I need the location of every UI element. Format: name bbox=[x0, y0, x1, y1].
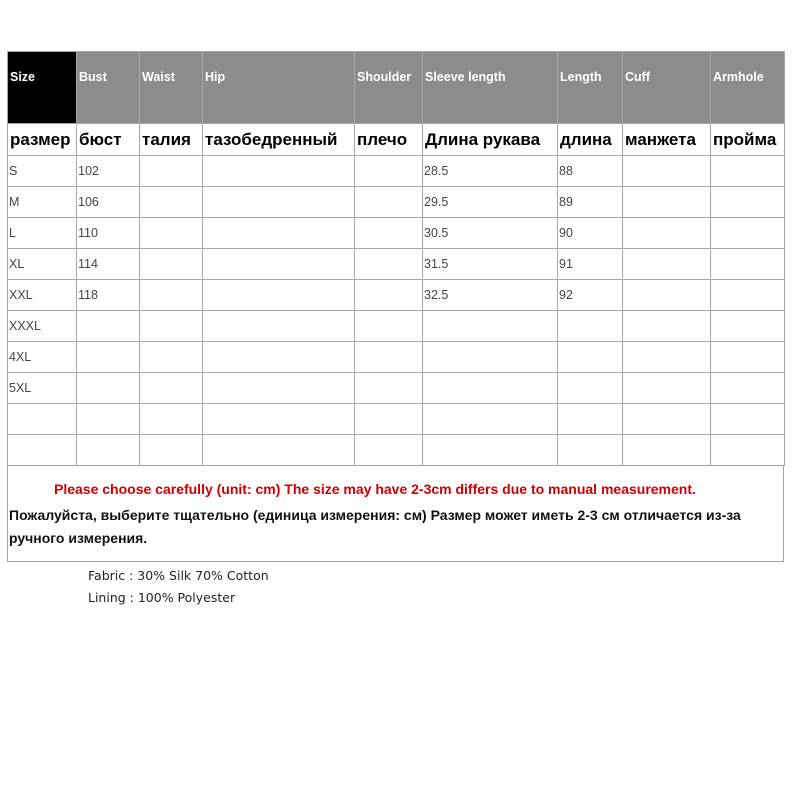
table-cell bbox=[355, 373, 423, 404]
header-waist: Waist bbox=[140, 52, 203, 124]
table-cell bbox=[623, 311, 711, 342]
table-cell bbox=[140, 187, 203, 218]
table-cell bbox=[711, 373, 785, 404]
table-cell bbox=[203, 249, 355, 280]
table-cell bbox=[203, 280, 355, 311]
table-cell bbox=[558, 342, 623, 373]
table-cell: 90 bbox=[558, 218, 623, 249]
table-cell bbox=[77, 373, 140, 404]
table-cell bbox=[355, 342, 423, 373]
table-cell bbox=[623, 156, 711, 187]
table-cell bbox=[77, 311, 140, 342]
table-cell bbox=[355, 249, 423, 280]
header-cuff: Cuff bbox=[623, 52, 711, 124]
table-cell bbox=[203, 342, 355, 373]
table-row bbox=[8, 342, 785, 373]
table-cell bbox=[355, 280, 423, 311]
header-ru-cuff: манжета bbox=[623, 124, 711, 156]
table-cell bbox=[140, 249, 203, 280]
header-ru-armhole: пройма bbox=[711, 124, 785, 156]
table-cell bbox=[623, 373, 711, 404]
table-cell bbox=[355, 187, 423, 218]
table-row bbox=[8, 404, 785, 435]
table-cell bbox=[623, 187, 711, 218]
table-cell bbox=[423, 342, 558, 373]
size-table bbox=[7, 51, 785, 466]
header-ru-shoulder: плечо bbox=[355, 124, 423, 156]
fabric-line: Fabric : 30% Silk 70% Cotton bbox=[88, 568, 269, 583]
table-cell bbox=[623, 404, 711, 435]
size-cell: 5XL bbox=[8, 373, 77, 404]
table-row bbox=[8, 218, 785, 249]
table-cell bbox=[355, 435, 423, 466]
table-cell: 29.5 bbox=[423, 187, 558, 218]
table-cell bbox=[140, 373, 203, 404]
size-cell: 4XL bbox=[8, 342, 77, 373]
table-cell bbox=[711, 342, 785, 373]
header-shoulder: Shoulder bbox=[355, 52, 423, 124]
table-cell bbox=[355, 218, 423, 249]
table-cell: 89 bbox=[558, 187, 623, 218]
table-cell bbox=[203, 218, 355, 249]
size-cell: L bbox=[8, 218, 77, 249]
header-row-english bbox=[8, 52, 785, 124]
table-cell bbox=[355, 156, 423, 187]
table-cell bbox=[140, 404, 203, 435]
table-cell bbox=[140, 435, 203, 466]
table-cell: 28.5 bbox=[423, 156, 558, 187]
size-cell: XXL bbox=[8, 280, 77, 311]
table-row bbox=[8, 311, 785, 342]
size-cell: M bbox=[8, 187, 77, 218]
size-cell: XXXL bbox=[8, 311, 77, 342]
table-row bbox=[8, 249, 785, 280]
table-cell bbox=[623, 435, 711, 466]
table-cell: 106 bbox=[77, 187, 140, 218]
header-ru-hip: тазобедренный bbox=[203, 124, 355, 156]
header-size: Size bbox=[8, 52, 77, 124]
table-cell bbox=[140, 156, 203, 187]
table-cell bbox=[203, 435, 355, 466]
header-ru-sleeve-length: Длина рукава bbox=[423, 124, 558, 156]
table-cell bbox=[77, 342, 140, 373]
table-cell: 110 bbox=[77, 218, 140, 249]
measurement-note bbox=[7, 466, 784, 562]
table-cell bbox=[140, 342, 203, 373]
table-cell bbox=[711, 187, 785, 218]
note-english: Please choose carefully (unit: cm) The size may have 2-3cm differs due to manual measurement. bbox=[54, 481, 696, 497]
table-row bbox=[8, 156, 785, 187]
size-cell bbox=[8, 435, 77, 466]
header-hip: Hip bbox=[203, 52, 355, 124]
table-cell bbox=[711, 311, 785, 342]
header-armhole: Armhole bbox=[711, 52, 785, 124]
table-cell bbox=[203, 404, 355, 435]
table-cell bbox=[623, 218, 711, 249]
table-cell: 92 bbox=[558, 280, 623, 311]
header-row-russian bbox=[8, 124, 785, 156]
size-cell: XL bbox=[8, 249, 77, 280]
header-sleeve-length: Sleeve length bbox=[423, 52, 558, 124]
table-cell: 32.5 bbox=[423, 280, 558, 311]
table-cell bbox=[140, 218, 203, 249]
size-cell bbox=[8, 404, 77, 435]
table-cell bbox=[355, 404, 423, 435]
table-cell bbox=[558, 373, 623, 404]
table-cell: 91 bbox=[558, 249, 623, 280]
table-row bbox=[8, 373, 785, 404]
table-cell bbox=[77, 435, 140, 466]
table-row bbox=[8, 187, 785, 218]
header-ru-waist: талия bbox=[140, 124, 203, 156]
table-cell bbox=[203, 373, 355, 404]
table-cell bbox=[623, 342, 711, 373]
table-cell bbox=[711, 218, 785, 249]
table-cell bbox=[558, 435, 623, 466]
table-cell bbox=[623, 249, 711, 280]
table-cell bbox=[203, 156, 355, 187]
table-cell: 30.5 bbox=[423, 218, 558, 249]
fabric-info bbox=[88, 565, 269, 609]
table-cell bbox=[423, 404, 558, 435]
table-cell bbox=[711, 404, 785, 435]
table-cell bbox=[623, 280, 711, 311]
table-cell bbox=[423, 373, 558, 404]
table-cell bbox=[558, 404, 623, 435]
table-cell bbox=[711, 280, 785, 311]
table-cell bbox=[140, 311, 203, 342]
table-cell bbox=[711, 156, 785, 187]
header-ru-size: размер bbox=[8, 124, 77, 156]
header-length: Length bbox=[558, 52, 623, 124]
table-row bbox=[8, 280, 785, 311]
table-cell: 118 bbox=[77, 280, 140, 311]
size-cell: S bbox=[8, 156, 77, 187]
table-row bbox=[8, 435, 785, 466]
table-cell: 114 bbox=[77, 249, 140, 280]
table-cell: 102 bbox=[77, 156, 140, 187]
table-cell bbox=[77, 404, 140, 435]
header-ru-length: длина bbox=[558, 124, 623, 156]
table-cell: 31.5 bbox=[423, 249, 558, 280]
header-bust: Bust bbox=[77, 52, 140, 124]
size-chart bbox=[7, 51, 784, 562]
note-russian: Пожалуйста, выберите тщательно (единица измерения: см) Размер может иметь 2-3 см отличается из-за ручного измерения. bbox=[9, 507, 741, 546]
header-ru-bust: бюст bbox=[77, 124, 140, 156]
table-cell bbox=[711, 435, 785, 466]
table-cell bbox=[423, 435, 558, 466]
table-cell bbox=[140, 280, 203, 311]
table-cell bbox=[203, 311, 355, 342]
table-cell bbox=[711, 249, 785, 280]
table-cell bbox=[423, 311, 558, 342]
table-cell bbox=[355, 311, 423, 342]
lining-line: Lining : 100% Polyester bbox=[88, 590, 236, 605]
table-cell bbox=[203, 187, 355, 218]
table-cell: 88 bbox=[558, 156, 623, 187]
table-cell bbox=[558, 311, 623, 342]
